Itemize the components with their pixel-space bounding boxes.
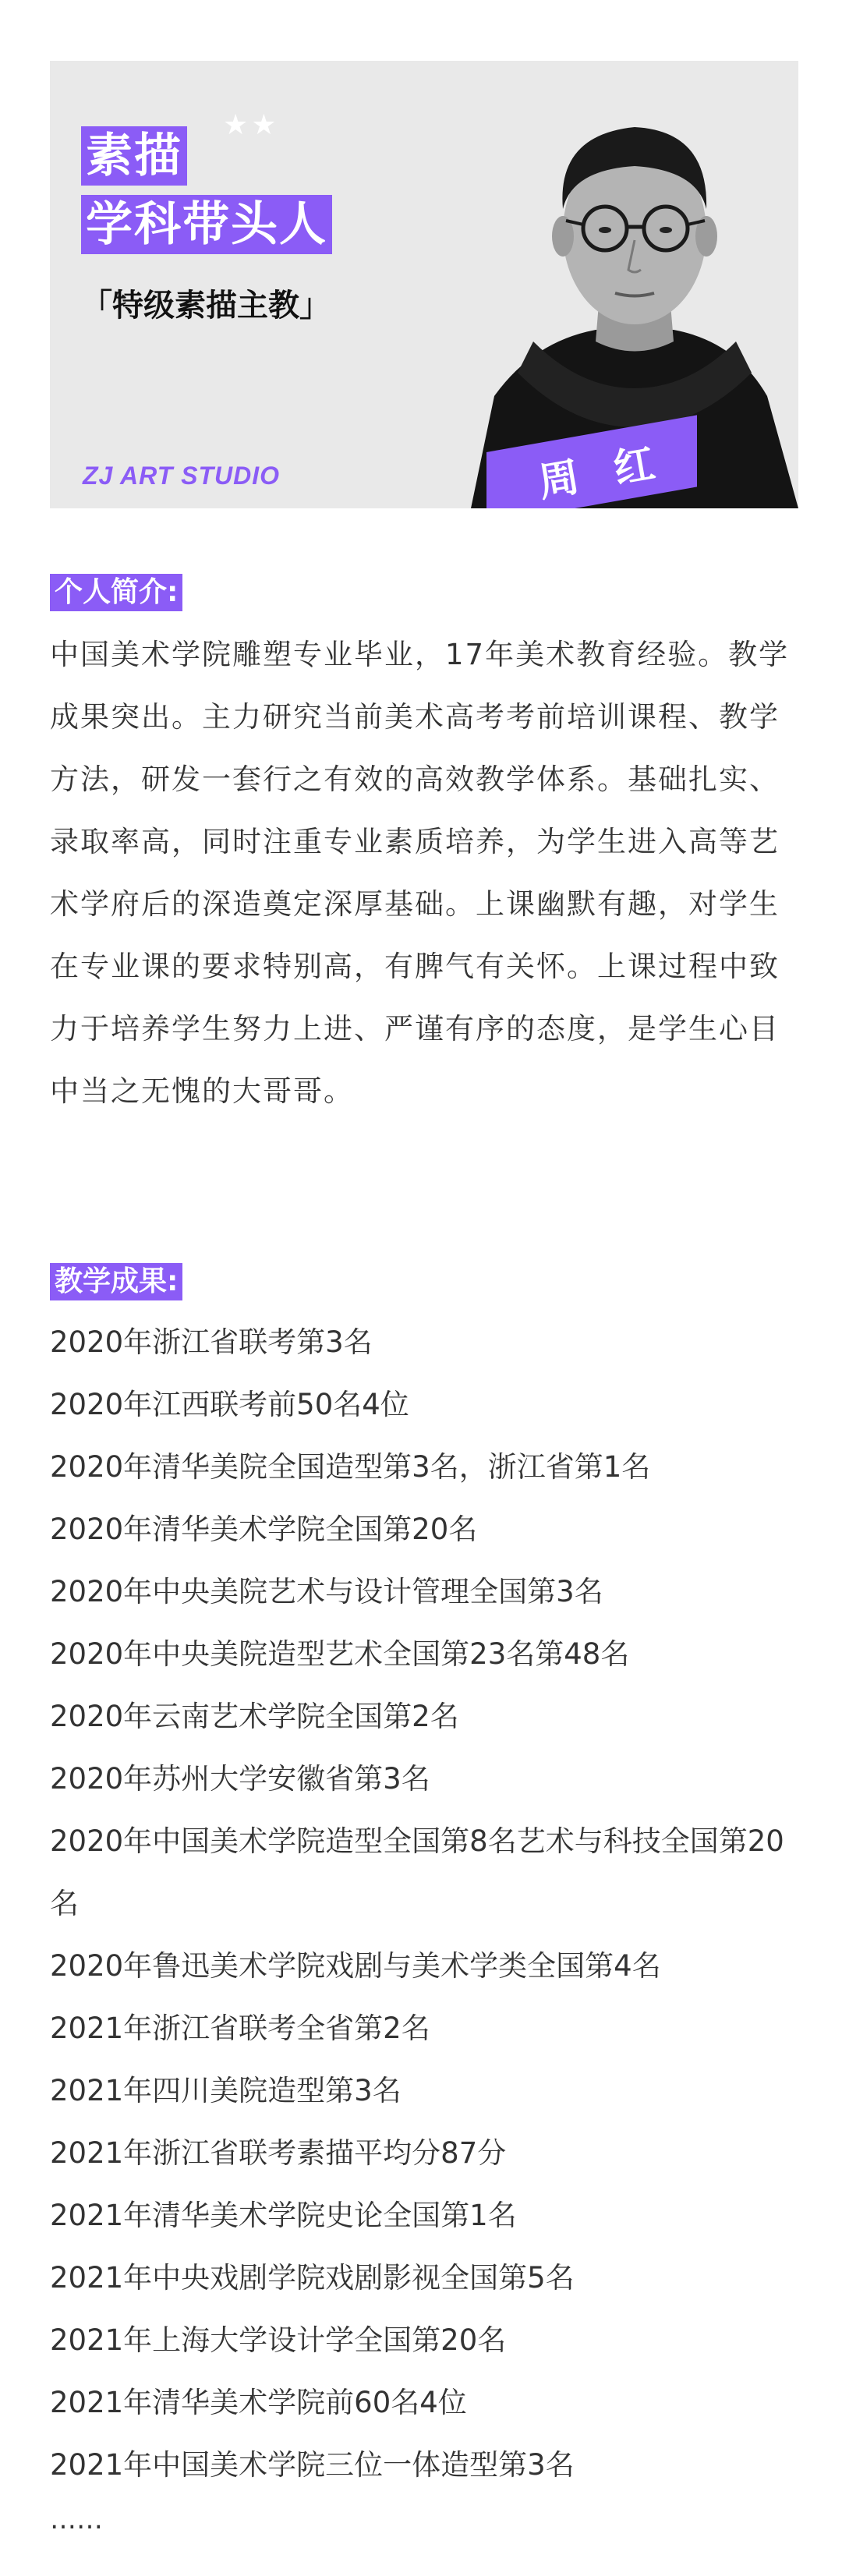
teacher-name: 周 红	[535, 438, 670, 507]
stars-decoration: ★★	[223, 109, 280, 141]
list-item: 2021年中国美术学院三位一体造型第3名	[50, 2448, 575, 2482]
list-item: 2020年中央美院造型艺术全国第23名第48名	[50, 1637, 630, 1671]
list-item: 2021年浙江省联考素描平均分87分	[50, 2136, 507, 2170]
studio-logo-text: ZJ ART STUDIO	[83, 462, 281, 490]
intro-heading: 个人简介:	[50, 574, 182, 611]
list-item: 2021年清华美术学院史论全国第1名	[50, 2199, 517, 2232]
list-item: 2021年中央戏剧学院戏剧影视全国第5名	[50, 2261, 575, 2295]
list-item: 2020年苏州大学安徽省第3名	[50, 1762, 430, 1796]
list-item: 2020年清华美术学院全国第20名	[50, 1513, 478, 1546]
teacher-subtitle: 「特级素描主教」	[81, 288, 331, 324]
subject-tag: 素描	[81, 126, 187, 186]
list-item: 2021年四川美院造型第3名	[50, 2074, 402, 2107]
list-item: 2020年清华美院全国造型第3名，浙江省第1名	[50, 1450, 651, 1484]
role-tag: 学科带头人	[81, 195, 332, 254]
intro-paragraph: 中国美术学院雕塑专业毕业，17年美术教育经验。教学成果突出。主力研究当前美术高考考前培训课程、教学方法，研发一套行之有效的高效教学体系。基础扎实、录取率高，同时注重专业素质培养，为学生进入高等艺术学府后的深造奠定深厚基础。上课幽默有趣，对学生在专业课的要求特别高，有脾气有关怀。上课过程中致力于培养学生努力上进、严谨有序的态度，是学生心目中当之无愧的大哥哥。	[50, 638, 790, 1108]
list-item: 2020年中央美院艺术与设计管理全国第3名	[50, 1575, 603, 1608]
list-item: 2020年浙江省联考第3名	[50, 1325, 373, 1359]
hero-card	[50, 61, 798, 508]
list-item: 2021年浙江省联考全省第2名	[50, 2012, 430, 2045]
results-heading: 教学成果:	[50, 1263, 182, 1300]
results-list	[50, 1311, 798, 2543]
list-item: 2021年上海大学设计学全国第20名	[50, 2323, 507, 2357]
list-item: 2020年江西联考前50名4位	[50, 1388, 409, 1421]
list-item: 2021年清华美术学院前60名4位	[50, 2386, 467, 2419]
list-item: 2020年云南艺术学院全国第2名	[50, 1700, 459, 1733]
list-item: 2020年鲁迅美术学院戏剧与美术学类全国第4名	[50, 1949, 661, 1983]
list-ellipsis: ……	[50, 2504, 103, 2535]
list-item: 2020年中国美术学院造型全国第8名艺术与科技全国第20名	[50, 1824, 784, 1920]
